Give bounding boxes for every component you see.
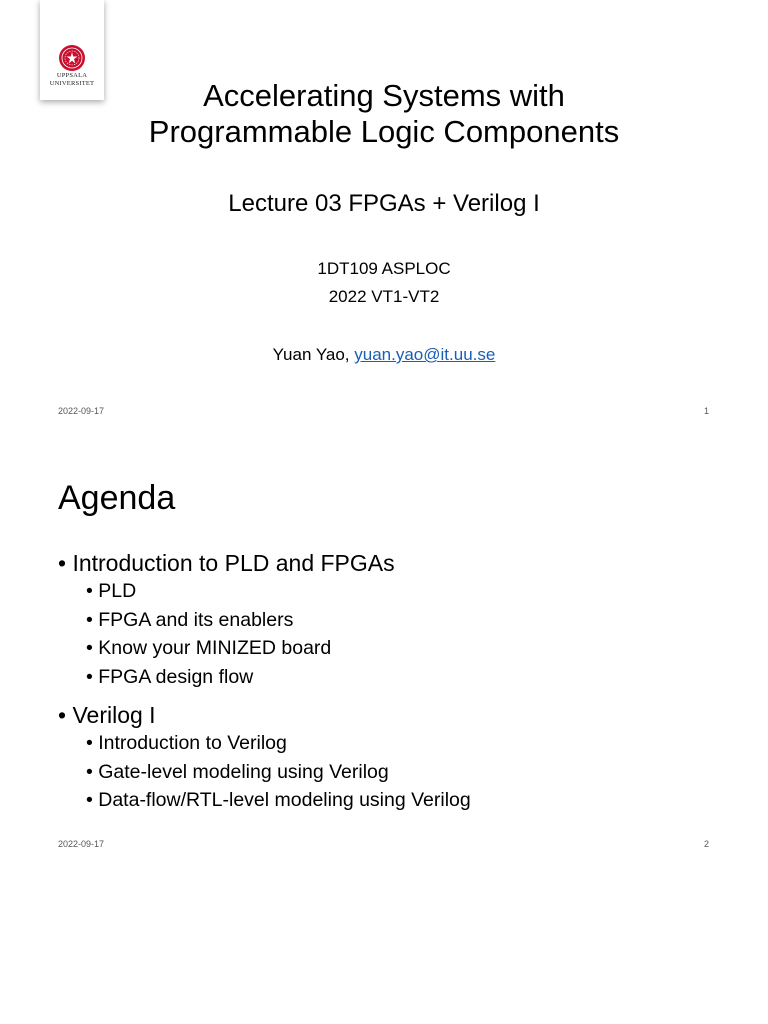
logo-text-line2: UNIVERSITET [49,80,95,87]
agenda-item-text: FPGA design flow [98,665,254,688]
agenda-item-text: Know your MINIZED board [98,637,332,659]
logo-text-line1: UPPSALA [56,72,88,79]
presentation-title [0,78,768,150]
author-email-link[interactable]: yuan.yao@it.uu.se [354,345,496,364]
section-label: Introduction to PLD and FPGAs [72,550,395,576]
agenda-item: • FPGA design flow [86,665,254,688]
agenda-item: • Know your MINIZED board [86,637,332,659]
agenda-item-text: PLD [98,580,137,602]
slide-number: 2 [703,839,709,849]
course-code: 1DT109 ASPLOC [317,259,451,278]
title-line-2: Programmable Logic Components [148,114,620,149]
agenda-section: • Verilog I [58,702,156,728]
agenda-item-text: FPGA and its enablers [98,608,294,631]
agenda-item: • FPGA and its enablers [86,608,294,631]
agenda-item-text: Introduction to Verilog [98,732,287,754]
section-label: Verilog I [72,702,156,728]
title-line-1: Accelerating Systems with [203,78,565,113]
uppsala-seal-icon [58,44,86,72]
agenda-item: • Data-flow/RTL-level modeling using Verilog [86,789,471,811]
author-line [0,345,768,365]
agenda-item-text: Data-flow/RTL-level modeling using Verilog [98,789,471,811]
agenda-item: • Gate-level modeling using Verilog [86,760,389,783]
course-term: 2022 VT1-VT2 [328,287,440,306]
slide-1 [0,0,768,432]
agenda-section: • Introduction to PLD and FPGAs [58,550,395,576]
slide-date: 2022-09-17 [58,406,105,416]
author-name: Yuan Yao, [272,345,350,364]
agenda-item: • Introduction to Verilog [86,732,287,754]
agenda-item-text: Gate-level modeling using Verilog [98,760,389,783]
slide-2 [0,432,768,864]
agenda-title: Agenda [58,479,176,517]
slide-date: 2022-09-17 [58,839,105,849]
lecture-subtitle: Lecture 03 FPGAs + Verilog I [228,190,540,217]
slide-number: 1 [703,406,709,416]
agenda-item: • PLD [86,580,137,602]
agenda-list [58,549,738,815]
